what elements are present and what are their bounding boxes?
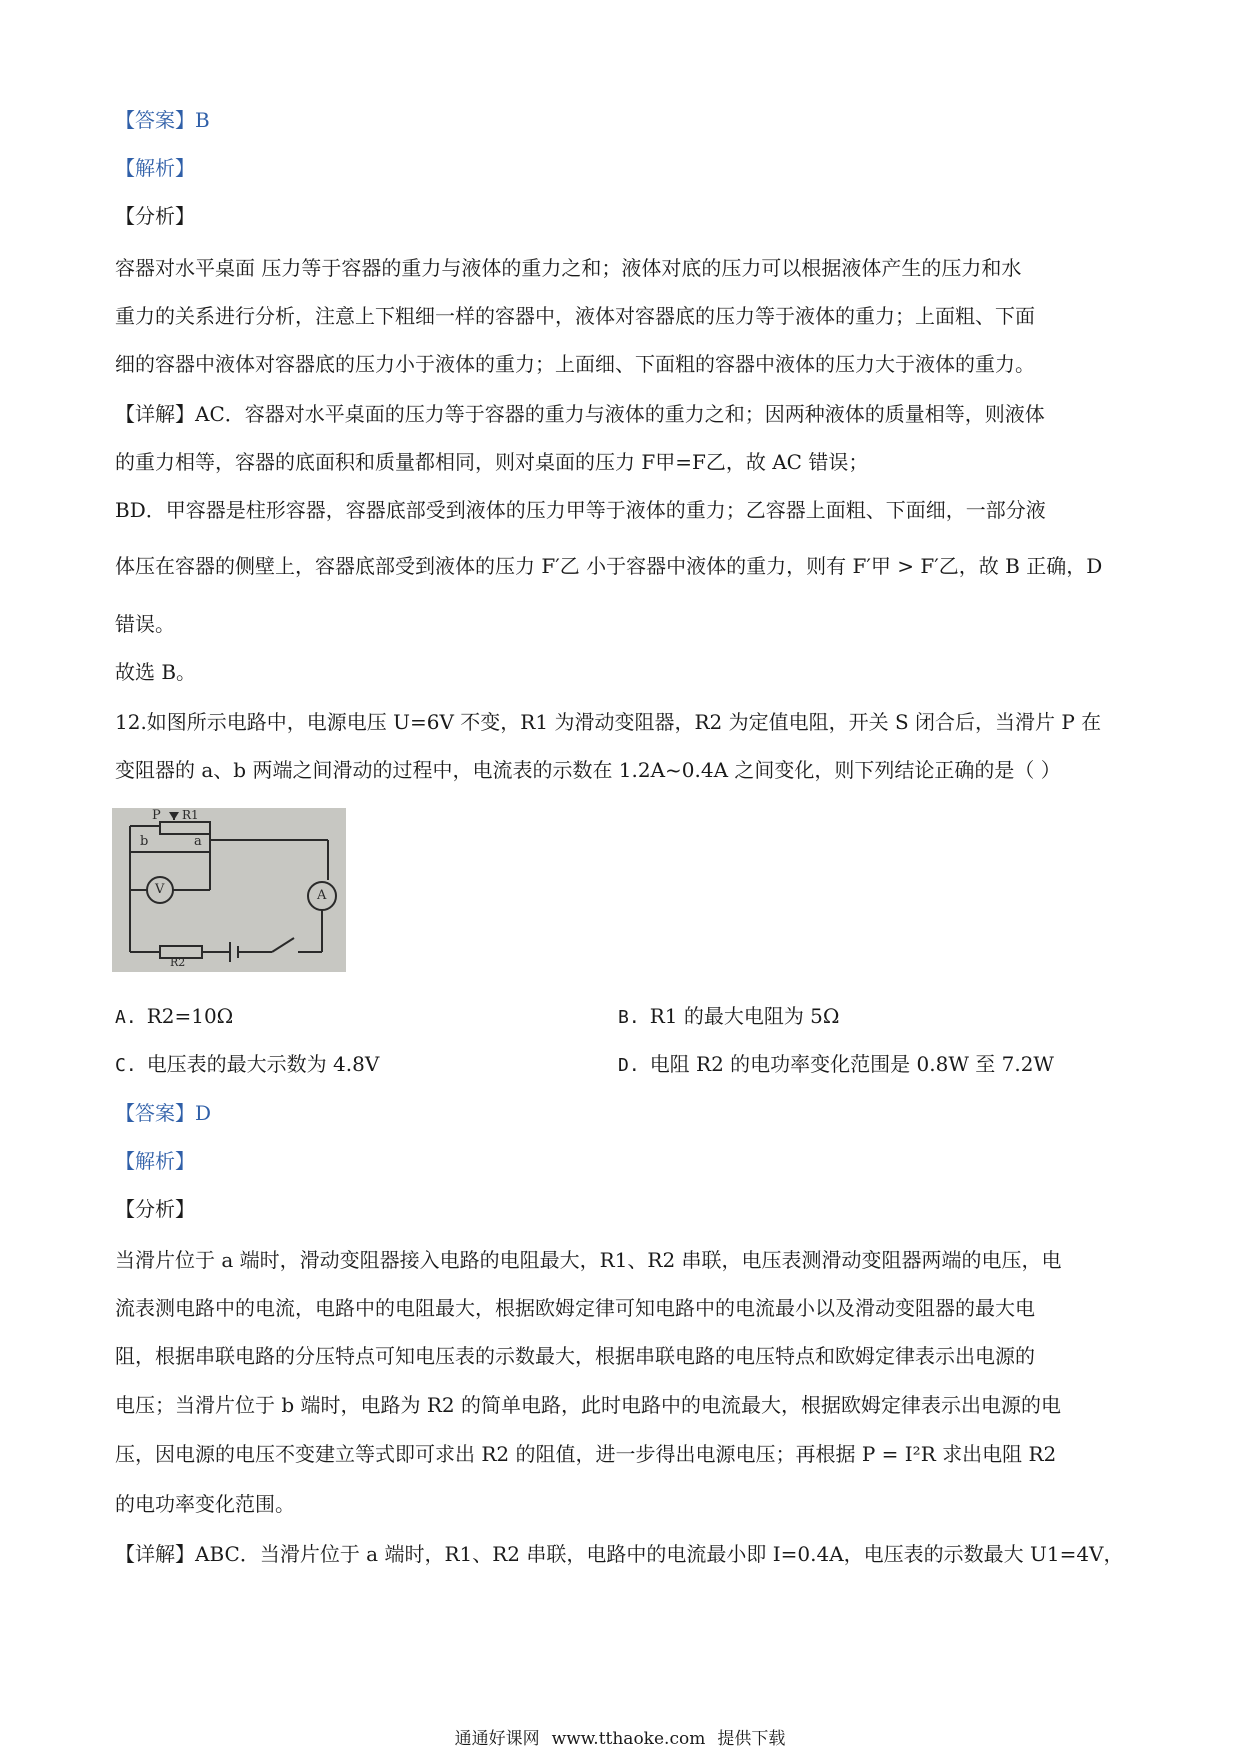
voltmeter-icon: V [155, 882, 165, 897]
fenxi-line: 当滑片位于 a 端时，滑动变阻器接入电路的电阻最大，R1、R2 串联，电压表测滑动变阻器两端的电压，电 [115, 1248, 1062, 1272]
label-b: b [140, 834, 149, 849]
conclusion-line: 故选 B。 [115, 660, 197, 684]
footer-url[interactable]: www.tthaoke.com [551, 1729, 706, 1749]
option-c-text: 电压表的最大示数为 4.8V [146, 1052, 380, 1076]
circuit-drawing [112, 808, 346, 972]
ammeter-icon: A [317, 888, 327, 903]
circuit-diagram [112, 808, 346, 972]
option-d-text: 电阻 R2 的电功率变化范围是 0.8W 至 7.2W [649, 1052, 1054, 1076]
fenxi-line: 压，因电源的电压不变建立等式即可求出 R2 的阻值，进一步得出电源电压；再根据 P = I²R 求出电阻 R2 [115, 1442, 1057, 1466]
detail-line: 【详解】ABC．当滑片位于 a 端时，R1、R2 串联，电路中的电流最小即 I=0.4A，电压表的示数最大 U1=4V， [115, 1542, 1124, 1566]
detail-line: 的重力相等，容器的底面积和质量都相同，则对桌面的压力 F甲=F乙，故 AC 错误； [115, 450, 869, 474]
option-a [115, 1002, 233, 1032]
label-p: P [152, 808, 161, 823]
fenxi-line: 容器对水平桌面 压力等于容器的重力与液体的重力之和；液体对底的压力可以根据液体产生的压力和水 [115, 256, 1022, 280]
fenxi-heading: 【分析】 [115, 1197, 195, 1221]
option-c-label: C. [115, 1055, 137, 1076]
fenxi-line: 流表测电路中的电流，电路中的电阻最大，根据欧姆定律可知电路中的电流最小以及滑动变阻器的最大电 [115, 1296, 1035, 1320]
question-stem-line: 12.如图所示电路中，电源电压 U=6V 不变，R1 为滑动变阻器，R2 为定值电阻，开关 S 闭合后，当滑片 P 在 [115, 710, 1102, 734]
question-stem-line: 变阻器的 a、b 两端之间滑动的过程中，电流表的示数在 1.2A~0.4A 之间变化，则下列结论正确的是（ ） [115, 758, 1061, 782]
option-d [618, 1050, 1054, 1080]
option-d-label: D. [618, 1055, 640, 1076]
fenxi-line: 电压；当滑片位于 b 端时，电路为 R2 的简单电路，此时电路中的电流最大，根据欧姆定律表示出电源的电 [115, 1393, 1062, 1417]
fenxi-heading: 【分析】 [115, 204, 195, 228]
label-r2: R2 [170, 956, 186, 969]
analysis-label: 【解析】 [115, 1149, 195, 1173]
fenxi-line: 的电功率变化范围。 [115, 1492, 295, 1516]
option-b-text: R1 的最大电阻为 5Ω [649, 1004, 840, 1028]
answer-label: 【答案】B [115, 108, 210, 132]
option-c [115, 1050, 379, 1080]
option-a-text: R2=10Ω [146, 1004, 234, 1028]
fenxi-line: 重力的关系进行分析，注意上下粗细一样的容器中，液体对容器底的压力等于液体的重力；上面粗、下面 [115, 304, 1035, 328]
detail-line: 错误。 [115, 612, 175, 636]
label-a: a [194, 834, 202, 849]
fenxi-line: 细的容器中液体对容器底的压力小于液体的重力；上面细、下面粗的容器中液体的压力大于液体的重力。 [115, 352, 1035, 376]
option-b-label: B. [618, 1007, 640, 1028]
detail-line: 体压在容器的侧壁上，容器底部受到液体的压力 F′乙 小于容器中液体的重力，则有 F′甲 > F′乙，故 B 正确，D [115, 554, 1103, 578]
fenxi-line: 阻，根据串联电路的分压特点可知电压表的示数最大，根据串联电路的电压特点和欧姆定律表示出电源的 [115, 1344, 1035, 1368]
detail-line: BD．甲容器是柱形容器，容器底部受到液体的压力甲等于液体的重力；乙容器上面粗、下面细，一部分液 [115, 498, 1046, 522]
label-r1: R1 [182, 808, 199, 822]
answer-label: 【答案】D [115, 1101, 212, 1125]
option-a-label: A. [115, 1007, 137, 1028]
footer-site: 通通好课网 [454, 1729, 540, 1749]
page-footer [0, 1728, 1240, 1750]
option-b [618, 1002, 840, 1032]
detail-line: 【详解】AC．容器对水平桌面的压力等于容器的重力与液体的重力之和；因两种液体的质量相等，则液体 [115, 402, 1045, 426]
footer-suffix: 提供下载 [717, 1729, 786, 1749]
analysis-label: 【解析】 [115, 156, 195, 180]
